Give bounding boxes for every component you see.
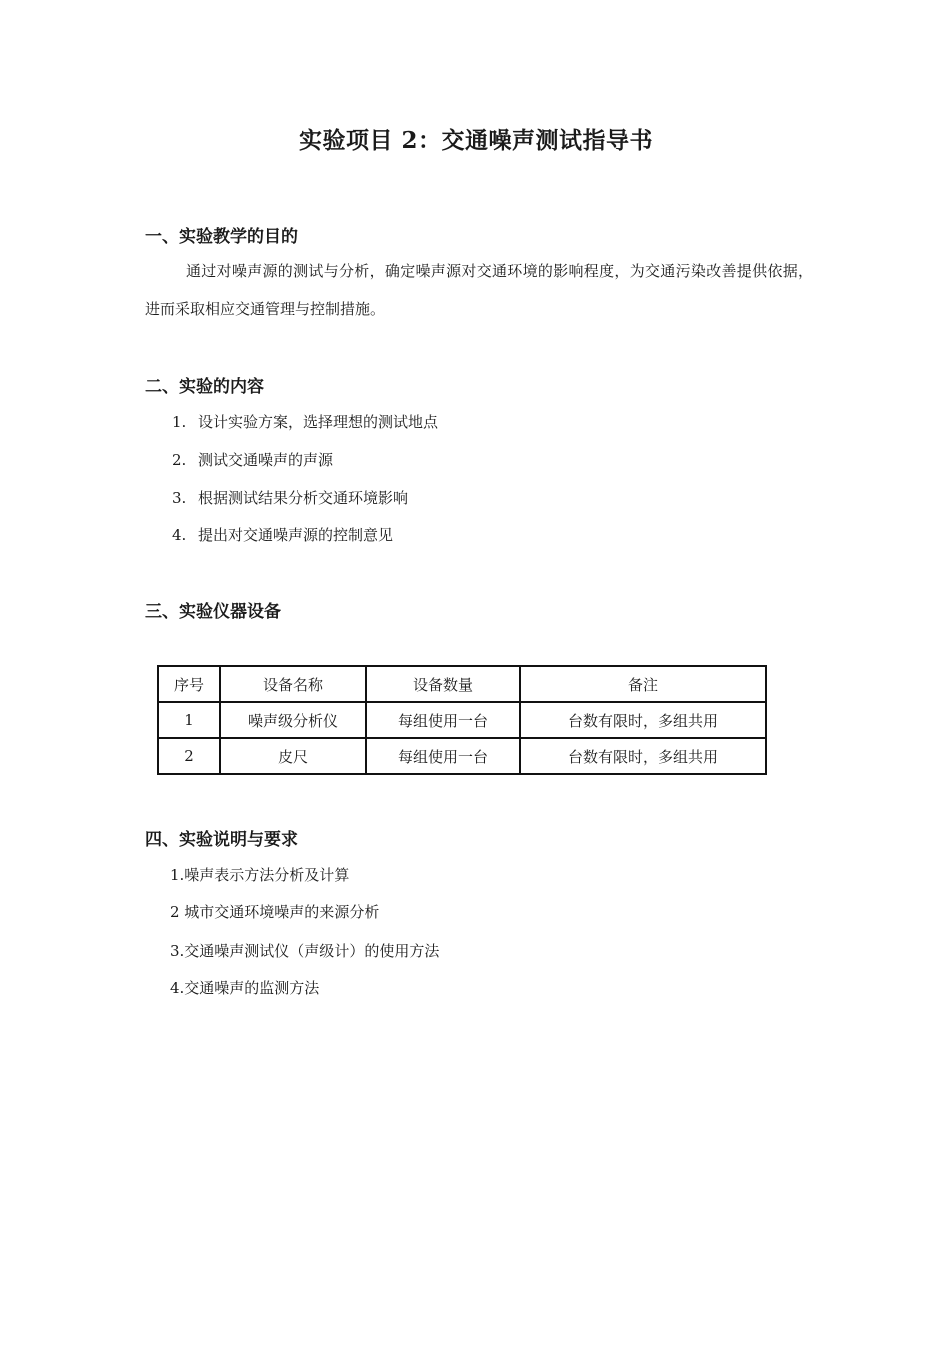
section-heading-purpose: 一、实验教学的目的	[145, 227, 298, 247]
requirement-list-item: 1.噪声表示方法分析及计算	[170, 866, 350, 884]
table-cell: 1	[158, 702, 220, 738]
content-list-item	[172, 411, 438, 432]
requirement-list-item: 4.交通噪声的监测方法	[170, 979, 320, 997]
content-list-item	[172, 524, 393, 545]
list-item-number: 2.	[172, 451, 187, 469]
requirement-list-item: 2 城市交通环境噪声的来源分析	[170, 903, 380, 921]
table-cell: 台数有限时，多组共用	[520, 702, 766, 738]
table-cell: 皮尺	[220, 738, 366, 774]
list-item-text: 测试交通噪声的声源	[198, 451, 334, 469]
table-cell: 2	[158, 738, 220, 774]
table-header-cell: 设备名称	[220, 666, 366, 702]
table-cell: 台数有限时，多组共用	[520, 738, 766, 774]
section-heading-equipment: 三、实验仪器设备	[145, 602, 281, 622]
table-header-cell: 设备数量	[366, 666, 520, 702]
list-item-number: 3.	[172, 489, 187, 507]
list-item-number: 4.	[172, 526, 187, 544]
table-header-row	[158, 666, 766, 702]
requirement-list-item: 3.交通噪声测试仪（声级计）的使用方法	[170, 942, 440, 960]
equipment-table	[157, 665, 767, 775]
table-header-cell: 备注	[520, 666, 766, 702]
table-header-cell: 序号	[158, 666, 220, 702]
page-title: 实验项目 2：交通噪声测试指导书	[298, 127, 653, 154]
list-item-text: 根据测试结果分析交通环境影响	[198, 489, 409, 507]
purpose-paragraph: 通过对噪声源的测试与分析，确定噪声源对交通环境的影响程度，为交通污染改善提供依据，进而采取相应交通管理与控制措施。	[145, 262, 813, 318]
list-item-text: 设计实验方案，选择理想的测试地点	[198, 413, 439, 431]
table-row	[158, 738, 766, 774]
table-row	[158, 702, 766, 738]
section-heading-requirements: 四、实验说明与要求	[145, 830, 298, 850]
content-list-item	[172, 487, 408, 508]
list-item-text: 提出对交通噪声源的控制意见	[198, 526, 394, 544]
content-list-item	[172, 449, 333, 470]
section-heading-content: 二、实验的内容	[145, 377, 264, 397]
list-item-number: 1.	[172, 413, 187, 431]
table-cell: 每组使用一台	[366, 702, 520, 738]
table-cell: 每组使用一台	[366, 738, 520, 774]
table-cell: 噪声级分析仪	[220, 702, 366, 738]
